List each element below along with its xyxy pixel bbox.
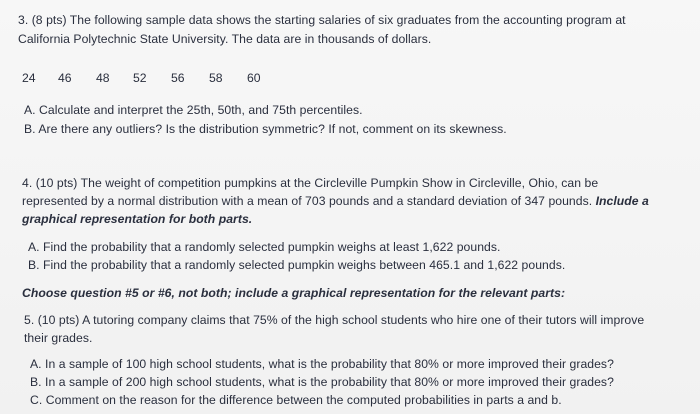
q5-text-line-1: 5. (10 pts) A tutoring company claims that 75% of the high school students who hire one of their tutors will improve: [24, 313, 645, 327]
data-value: 60: [247, 71, 261, 85]
q4-part-b: B. Find the probability that a randomly selected pumpkin weighs between 465.1 and 1,622 pounds.: [28, 258, 566, 272]
q4-text-line-2-emphasis: Include a: [595, 194, 649, 208]
data-value: 24: [22, 71, 36, 85]
q5-part-b: B. In a sample of 200 high school students, what is the probability that 80% or more improved their grades?: [30, 375, 614, 389]
q4-text-line-1: 4. (10 pts) The weight of competition pumpkins at the Circleville Pumpkin Show in Circleville, Ohio, can be: [22, 176, 599, 190]
choose-instruction: Choose question #5 or #6, not both; include a graphical representation for the relevant parts:: [22, 286, 566, 300]
q5-text-line-2: their grades.: [24, 331, 93, 345]
q3-text-line-1: 3. (8 pts) The following sample data shows the starting salaries of six graduates from the accounting program at: [18, 13, 626, 27]
q3-part-b: B. Are there any outliers? Is the distribution symmetric? If not, comment on its skewness.: [24, 122, 507, 136]
q5-part-c: C. Comment on the reason for the difference between the computed probabilities in parts a and b.: [30, 393, 562, 407]
q4-text-line-2-plain: represented by a normal distribution with a mean of 703 pounds and a standard deviation of 347 pounds.: [22, 194, 596, 208]
q4-text-line-3-emphasis: graphical representation for both parts.: [22, 212, 253, 226]
q4-text-line-2: [22, 194, 649, 209]
data-value: 46: [58, 71, 72, 85]
q4-part-a: A. Find the probability that a randomly selected pumpkin weighs at least 1,622 pounds.: [28, 240, 501, 254]
q5-part-a: A. In a sample of 100 high school students, what is the probability that 80% or more improved their grades?: [30, 357, 614, 371]
q3-text-line-2: California Polytechnic State University. The data are in thousands of dollars.: [18, 32, 432, 46]
q3-part-a: A. Calculate and interpret the 25th, 50th, and 75th percentiles.: [24, 103, 363, 117]
data-value: 58: [209, 71, 223, 85]
data-value: 48: [96, 71, 110, 85]
data-value: 52: [133, 71, 147, 85]
data-value: 56: [171, 71, 185, 85]
